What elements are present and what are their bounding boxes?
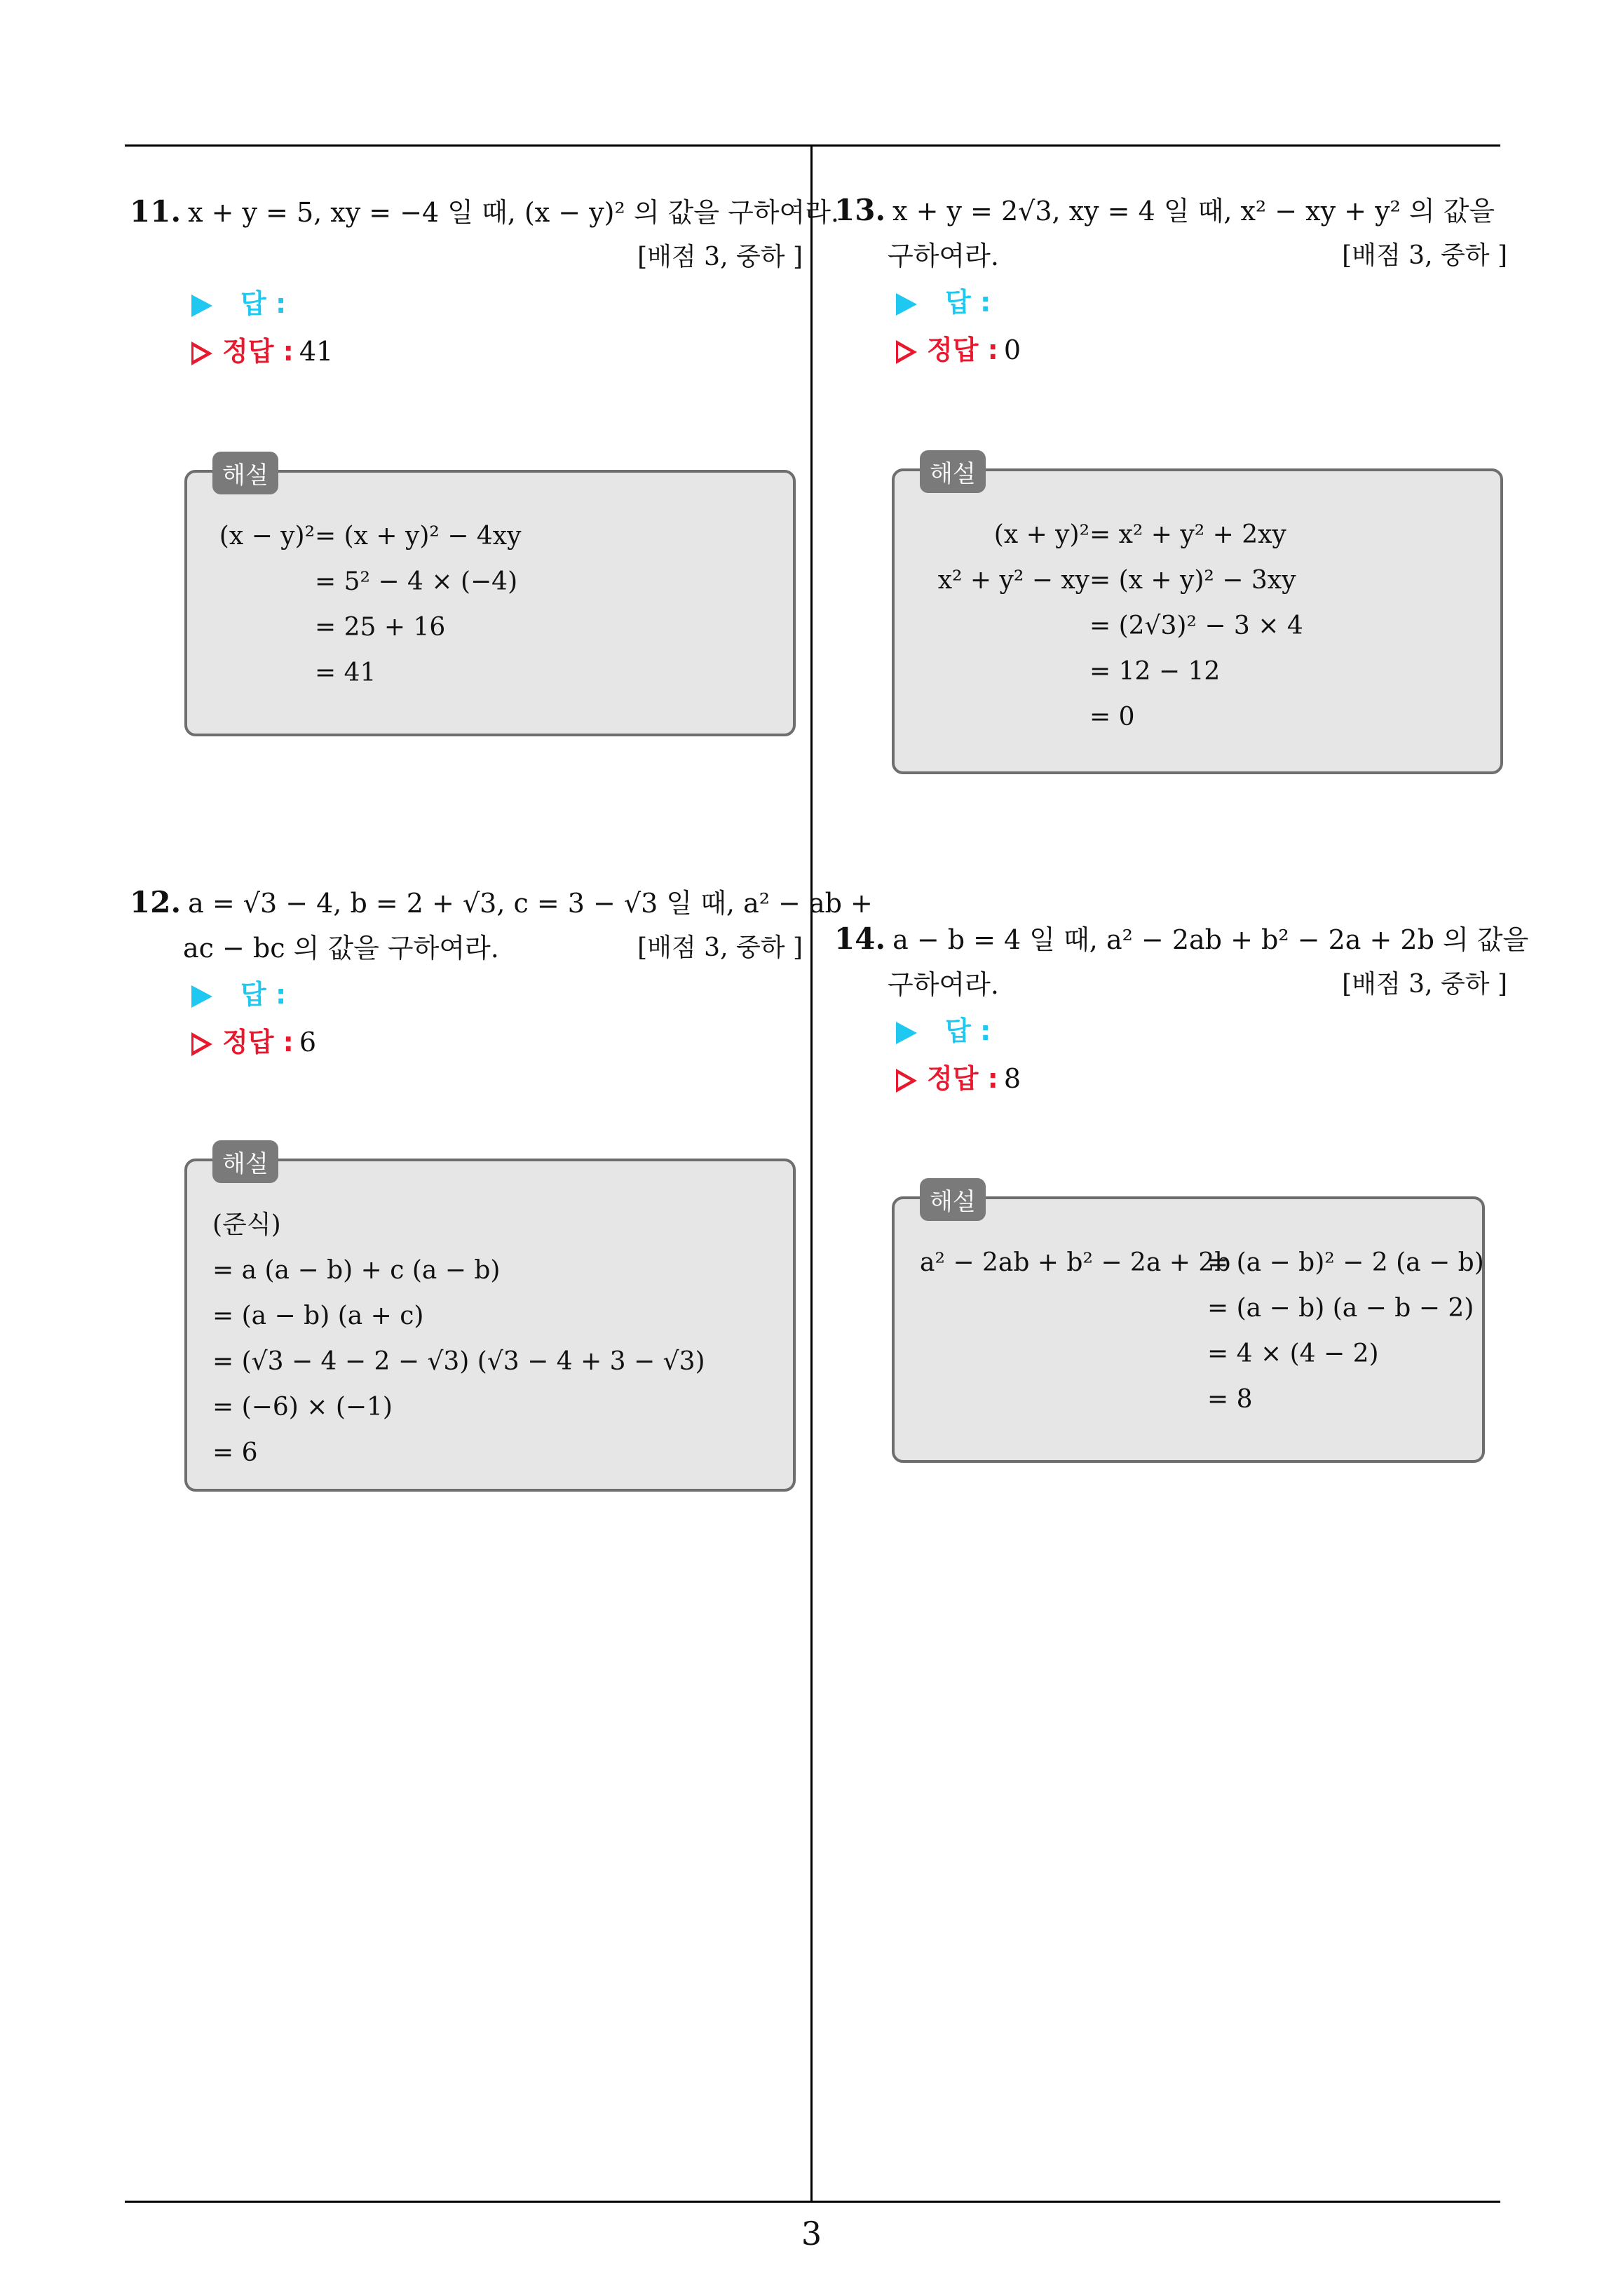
question-text: a − b = 4 일 때, a² − 2ab + b² − 2a + 2b 의 값을 bbox=[892, 924, 1529, 955]
solution-box-13 bbox=[892, 460, 1503, 774]
answer-label: 답 : bbox=[945, 1015, 991, 1046]
solution-box-14 bbox=[892, 1188, 1485, 1463]
solution-line: = 8 bbox=[1207, 1385, 1253, 1414]
problem-number: 13. bbox=[834, 193, 886, 227]
solution-line: (x + y)²= x² + y² + 2xy bbox=[993, 520, 1286, 549]
correct-label: 정답 : bbox=[927, 335, 998, 365]
bottom-rule bbox=[125, 2201, 1500, 2203]
correct-label: 정답 : bbox=[222, 336, 294, 367]
correct-answer-value: 0 bbox=[1003, 335, 1021, 365]
correct-answer-row bbox=[191, 1018, 803, 1066]
outline-triangle-icon bbox=[191, 1032, 212, 1056]
solution-box-11 bbox=[184, 461, 796, 736]
outline-triangle-icon bbox=[896, 1069, 917, 1093]
correct-answer-row bbox=[896, 1055, 1507, 1102]
solution-line: = (2√3)² − 3 × 4 bbox=[1089, 612, 1303, 640]
solution-box-12 bbox=[184, 1150, 796, 1492]
play-triangle-icon bbox=[896, 1022, 917, 1044]
correct-answer-row bbox=[191, 327, 803, 375]
solution-line: = (√3 − 4 − 2 − √3) (√3 − 4 + 3 − √3) bbox=[212, 1347, 705, 1376]
solution-tag: 해설 bbox=[920, 450, 986, 493]
problem-14 bbox=[834, 917, 1529, 1102]
problem-13 bbox=[834, 188, 1507, 374]
solution-line: (준식) bbox=[212, 1210, 281, 1239]
question-text-cont bbox=[130, 242, 183, 273]
solution-line: = (a − b) (a − b − 2) bbox=[1207, 1294, 1474, 1323]
correct-answer-row bbox=[896, 326, 1507, 374]
correct-label: 정답 : bbox=[927, 1063, 998, 1094]
top-rule bbox=[125, 144, 1500, 147]
question-line bbox=[834, 188, 1507, 234]
question-text-cont: 구하여라. bbox=[888, 969, 999, 1000]
correct-label: 정답 : bbox=[222, 1027, 294, 1058]
play-triangle-icon bbox=[896, 293, 917, 316]
answer-row bbox=[191, 280, 803, 327]
question-text-cont: ac − bc 의 값을 구하여라. bbox=[183, 933, 499, 964]
score-meta: [배점 3, 중하 ] bbox=[637, 933, 803, 962]
page-number: 3 bbox=[801, 2215, 822, 2253]
correct-answer-value: 6 bbox=[299, 1027, 317, 1058]
solution-tag: 해설 bbox=[212, 1140, 278, 1183]
play-triangle-icon bbox=[191, 295, 212, 317]
question-text: x + y = 5, xy = −4 일 때, (x − y)² 의 값을 구하여라. bbox=[188, 197, 840, 228]
question-line-2 bbox=[834, 962, 1507, 1007]
score-meta: [배점 3, 중하 ] bbox=[637, 243, 803, 271]
question-line-2 bbox=[834, 234, 1507, 278]
solution-line: x² + y² − xy= (x + y)² − 3xy bbox=[937, 566, 1296, 595]
problem-number: 11. bbox=[130, 194, 182, 229]
outline-triangle-icon bbox=[191, 342, 212, 365]
solution-line: = 4 × (4 − 2) bbox=[1207, 1339, 1379, 1368]
solution-tag: 해설 bbox=[920, 1178, 986, 1221]
answer-label: 답 : bbox=[240, 288, 287, 319]
answer-label: 답 : bbox=[945, 287, 991, 318]
question-text: a = √3 − 4, b = 2 + √3, c = 3 − √3 일 때, a² − ab + bbox=[188, 888, 873, 919]
correct-answer-value: 8 bbox=[1003, 1063, 1021, 1094]
solution-line: = (−6) × (−1) bbox=[212, 1393, 393, 1422]
play-triangle-icon bbox=[191, 985, 212, 1008]
question-text: x + y = 2√3, xy = 4 일 때, x² − xy + y² 의 값을 bbox=[892, 196, 1495, 227]
answer-row bbox=[896, 1007, 1507, 1055]
answer-row bbox=[191, 971, 803, 1018]
problem-11 bbox=[130, 189, 840, 375]
correct-answer-value: 41 bbox=[299, 336, 334, 367]
problem-number: 14. bbox=[834, 921, 886, 956]
outline-triangle-icon bbox=[896, 340, 917, 364]
solution-line: = a (a − b) + c (a − b) bbox=[212, 1256, 501, 1285]
question-line-2 bbox=[130, 926, 803, 971]
column-divider bbox=[810, 146, 813, 2201]
score-meta: [배점 3, 중하 ] bbox=[1342, 241, 1507, 270]
solution-line: = 6 bbox=[212, 1438, 258, 1467]
answer-row bbox=[896, 278, 1507, 326]
solution-line: = (a − b) (a + c) bbox=[212, 1302, 424, 1330]
answer-label: 답 : bbox=[240, 979, 287, 1010]
question-line bbox=[130, 189, 840, 235]
solution-line: (x − y)²= (x + y)² − 4xy bbox=[219, 522, 522, 551]
solution-tag: 해설 bbox=[212, 452, 278, 494]
question-text-cont: 구하여라. bbox=[888, 241, 999, 271]
solution-line: = 5² − 4 × (−4) bbox=[315, 567, 518, 596]
solution-line: a² − 2ab + b² − 2a + 2b= (a − b)² − 2 (a − b) bbox=[920, 1248, 1484, 1277]
problem-number: 12. bbox=[130, 885, 182, 919]
solution-line: = 12 − 12 bbox=[1089, 657, 1221, 686]
question-line-2 bbox=[130, 235, 803, 280]
solution-line: = 25 + 16 bbox=[315, 613, 446, 642]
score-meta: [배점 3, 중하 ] bbox=[1342, 970, 1507, 999]
solution-line: = 0 bbox=[1089, 703, 1135, 731]
solution-line: = 41 bbox=[315, 659, 376, 687]
question-line bbox=[834, 917, 1529, 962]
question-line bbox=[130, 880, 873, 926]
